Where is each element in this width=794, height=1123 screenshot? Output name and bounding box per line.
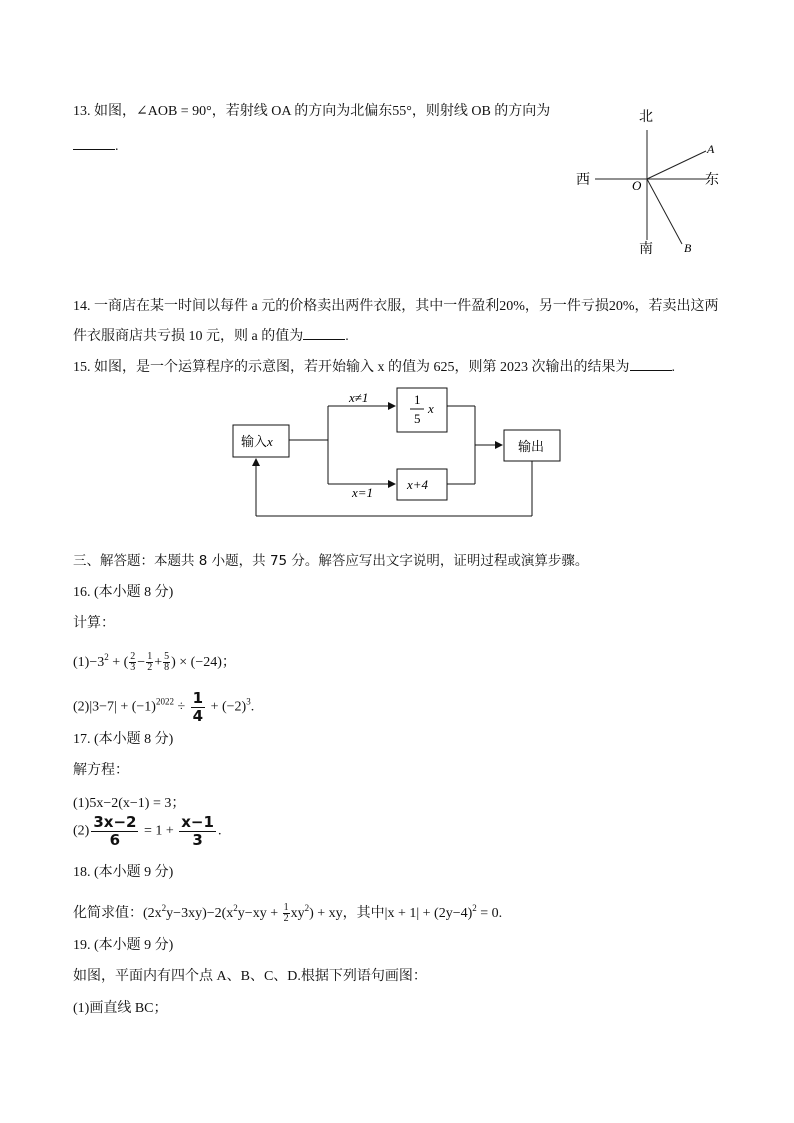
q17-intro: 解方程： bbox=[73, 763, 129, 778]
output-label: 输出 bbox=[518, 439, 545, 454]
add-label: x+4 bbox=[407, 477, 429, 492]
q17-part1: (1)5x−2(x−1) = 3； bbox=[73, 796, 186, 811]
q17-part2: (2) $\frac{3x-2}{6}$ = 1 + $\frac{x-1}{3}$ . bbox=[73, 813, 222, 849]
ray-ob bbox=[647, 179, 682, 244]
east-label: 东 bbox=[705, 173, 719, 188]
q16-heading: 16. (本小题 8 分) bbox=[73, 585, 174, 600]
input-label: 输入x bbox=[241, 434, 273, 449]
point-a-label: A bbox=[707, 142, 715, 156]
q19-heading: 19. (本小题 9 分) bbox=[73, 938, 174, 953]
q13-blank[interactable] bbox=[73, 137, 115, 150]
q14-blank[interactable] bbox=[303, 327, 345, 340]
q13-text bbox=[73, 103, 550, 121]
q19-part1: (1)画直线 BC； bbox=[73, 1001, 168, 1016]
fraction-box bbox=[397, 388, 447, 432]
q18-expression: 化简求值：$(2x^2y-3xy)-2(x^2y-xy$ + $\frac{1}{2}$ $xy^2$) + xy，其中$|x + 1| + (2y-4)^2 = 0$. bbox=[73, 902, 503, 925]
q16-intro: 计算： bbox=[73, 616, 115, 631]
q15-blank[interactable] bbox=[630, 358, 672, 371]
frac-den: 5 bbox=[414, 411, 421, 426]
q17-heading: 17. (本小题 8 分) bbox=[73, 732, 174, 747]
q19-intro: 如图，平面内有四个点 A、B、C、D.根据下列语句画图： bbox=[73, 969, 427, 984]
section-3-heading: 三、解答题：本题共 8 小题，共 75 分。解答应写出文字说明，证明过程或演算步骤。 bbox=[73, 553, 589, 569]
frac-num: 1 bbox=[414, 392, 421, 407]
cond-bottom-label: x=1 bbox=[352, 485, 374, 500]
q13-question: 13. 如图，∠AOB = 90°，若射线 OA 的方向为北偏东55°，则射线 OB 的方向为 bbox=[73, 104, 551, 119]
west-label: 西 bbox=[576, 173, 590, 188]
q15-text: 15. 如图，是一个运算程序的示意图，若开始输入 x 的值为 625，则第 2023 次输出的结果为 . bbox=[73, 360, 675, 375]
q14-line2: 件衣服商店共亏损 10 元，则 a 的值为 . bbox=[73, 329, 349, 344]
south-label: 南 bbox=[639, 242, 653, 257]
q16-part1: $(1)-3^2$ + ( $\frac{2}{3}$ − $\frac{1}{2}$ + $\frac{5}{8}$ ) × (−24)； bbox=[73, 651, 236, 674]
q18-heading: 18. (本小题 9 分) bbox=[73, 865, 174, 880]
q13-answer-line: . bbox=[73, 137, 119, 156]
ray-oa bbox=[647, 151, 706, 179]
origin-label: O bbox=[632, 178, 642, 193]
point-b-label: B bbox=[684, 241, 692, 255]
north-label: 北 bbox=[639, 110, 653, 125]
cond-top-label: x≠1 bbox=[349, 390, 369, 405]
compass-figure bbox=[570, 100, 730, 260]
q16-part2: $(2)|3-7| + (-1)^{2022}$ ÷ $\frac{1}{4}$ + $(-2)^3$. bbox=[73, 689, 255, 725]
q14-line1: 14. 一商店在某一时间以每件 a 元的价格卖出两件衣服，其中一件盈利20%，另一件亏损20%，若卖出这两 bbox=[73, 299, 719, 314]
frac-var: x bbox=[428, 401, 434, 416]
flowchart bbox=[225, 382, 575, 527]
